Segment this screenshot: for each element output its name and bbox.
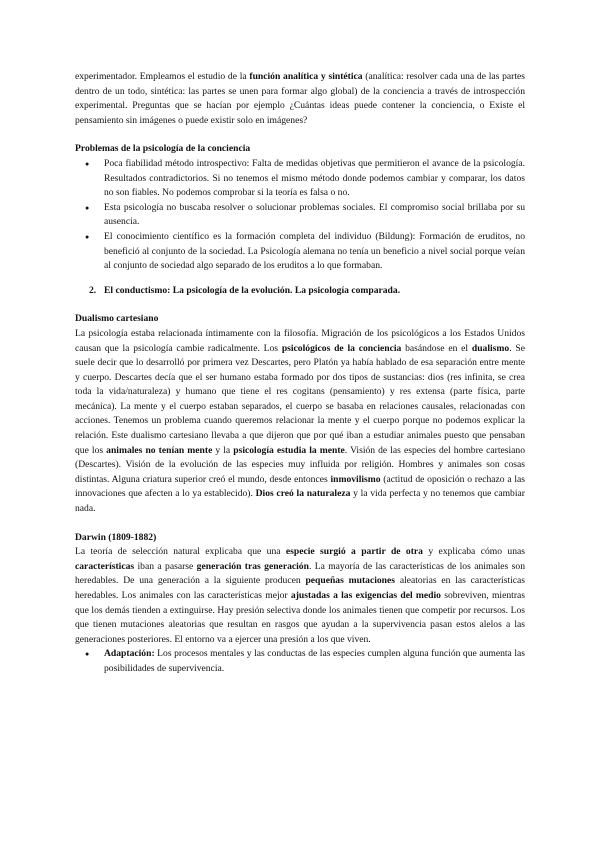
darwin-bullet-adaptation bbox=[75, 647, 525, 676]
darwin-list bbox=[75, 647, 525, 676]
bold-text: generación tras generación bbox=[196, 560, 309, 572]
text-run: . La mayoría de las características de los animales son heredables. De una generación a la siguiente producen bbox=[75, 560, 525, 587]
darwin-heading: Darwin (1809-1882) bbox=[75, 531, 157, 543]
text-run: La psicología estaba relacionada íntimamente con la filosofía. Migración de los psicológicos a los Estados Unidos causan que la psicología cambie radicalmente. Los bbox=[75, 327, 525, 354]
section-2-heading bbox=[75, 284, 525, 299]
problem-bullet-3: ● El conocimiento científico es la formación completa del individuo (Bildung): Formación de eruditos, no benefició al conjunto de la sociedad. La Psicología alemana no tenía un beneficio a nivel social porque veían al conjunto de sociedad algo separado de los eruditos a lo que formaban. bbox=[75, 230, 525, 274]
darwin-paragraph bbox=[75, 545, 525, 647]
dualism-paragraph bbox=[75, 327, 525, 517]
text-run: . Se suele decir que lo desarrolló por primera vez Descartes, pero Platón ya había hablado de esa separación entre mente y cuerpo. Descartes decía que el ser humano estaba formado por dos tipos de sustancias: dios (res infinita, se crea toda la vida/naturaleza) y humano que tiene el res cogitans (pensamiento) y res extensa (parte física, parte mecánica). La mente y el cuerpo estaban separados, el cuerpo se basaba en relaciones causales, relacionadas con acciones. Tenemos un problema cuando queremos relacionar la mente y el cuerpo porque no podemos explicar la relación. Este dualismo cartesiano llevaba a que dijeron que por qué iban a estudiar animales puesto que pensaban que los bbox=[75, 342, 525, 456]
problem-bullet-2: ● Esta psicología no buscaba resolver o solucionar problemas sociales. El compromiso social brillaba por su ausencia. bbox=[75, 201, 525, 230]
section-2-title: El conductismo: La psicología de la evolución. La psicología comparada. bbox=[104, 284, 401, 296]
text-run: (actitud de oposición o rechazo a las innovaciones que afecten a lo ya establecido). bbox=[75, 473, 525, 500]
text-run: (analítica: resolver cada una de las partes dentro de un todo, sintética: las partes se unen para formar algo global) de la conciencia a través de introspección experimental. Preguntas que se hacían por ejemplo ¿Cuántas ideas puede contener la conciencia, o Existe el pensamiento sin imágenes o puede existir solo en imágenes? bbox=[75, 71, 525, 126]
bold-text: especie surgió a partir de otra bbox=[285, 546, 423, 558]
section-2-number: 2. bbox=[89, 284, 97, 296]
document-page bbox=[75, 70, 525, 677]
problems-list bbox=[75, 157, 525, 274]
bold-text: Dios creó la naturaleza bbox=[255, 488, 351, 500]
bold-text: pequeñas mutaciones bbox=[305, 575, 396, 587]
problem-bullet-1: ● Poca fiabilidad método introspectivo: Falta de medidas objetivas que permitieron el avance de la psicología. Resultados contradictorios. Si no tenemos el mismo método donde podemos cambiar y comparar, los datos no son fiables. No podemos comprobar si la teoría es falsa o no. bbox=[75, 157, 525, 201]
text-run: y explicaba cómo unas bbox=[422, 546, 525, 558]
text-run: sobreviven, mientras que los demás tienden a extinguirse. Hay presión selectiva donde los animales tienen que competir por recursos. Los que tienen mutaciones aleatorias que resultan en rasgos que ayudan a la supervivencia pasan estos alelos a las generaciones posteriores. El entorno va a ejercer una presión a los que viven. bbox=[75, 590, 526, 645]
bold-text: animales no tenían mente bbox=[106, 444, 213, 456]
bold-text: ajustadas a las exigencias del medio bbox=[290, 590, 441, 601]
bold-text: psicología estudia la mente bbox=[233, 444, 345, 456]
text-run: iban a pasarse bbox=[134, 560, 197, 572]
intro-paragraph bbox=[75, 70, 525, 128]
text-run: . Visión de las especies del hombre cartesiano (Descartes). Visión de la evolución de las especies muy influida por religión. Hombres y animales son cosas distintas. Alguna criatura superior creó el mundo, desde entonces bbox=[75, 444, 526, 485]
text-run: experimentador. Empleamos el estudio de la bbox=[75, 71, 250, 82]
text-run: aleatorias en las características heredables. Los animales con las características mejor bbox=[75, 575, 526, 601]
bold-text: dualismo bbox=[471, 342, 510, 354]
text-run: y la vida perfecta y no tenemos que cambiar nada. bbox=[75, 488, 525, 515]
bold-text: características bbox=[75, 560, 135, 572]
dualism-heading: Dualismo cartesiano bbox=[75, 313, 159, 325]
bold-text: psicológicos de la conciencia bbox=[281, 342, 402, 354]
text-run: Los procesos mentales y las conductas de las especies cumplen alguna función que aumenta las posibilidades de supervivencia. bbox=[104, 648, 525, 674]
bold-text: inmovilismo bbox=[330, 473, 381, 485]
text-run: basándose en el bbox=[401, 342, 472, 354]
bold-text: Adaptación: bbox=[104, 648, 155, 660]
bold-text: función analítica y sintética bbox=[249, 71, 363, 82]
problems-heading: Problemas de la psicología de la conciencia bbox=[75, 143, 251, 155]
text-run: y la bbox=[212, 444, 234, 456]
text-run: La teoría de selección natural explicaba que una bbox=[75, 546, 286, 558]
